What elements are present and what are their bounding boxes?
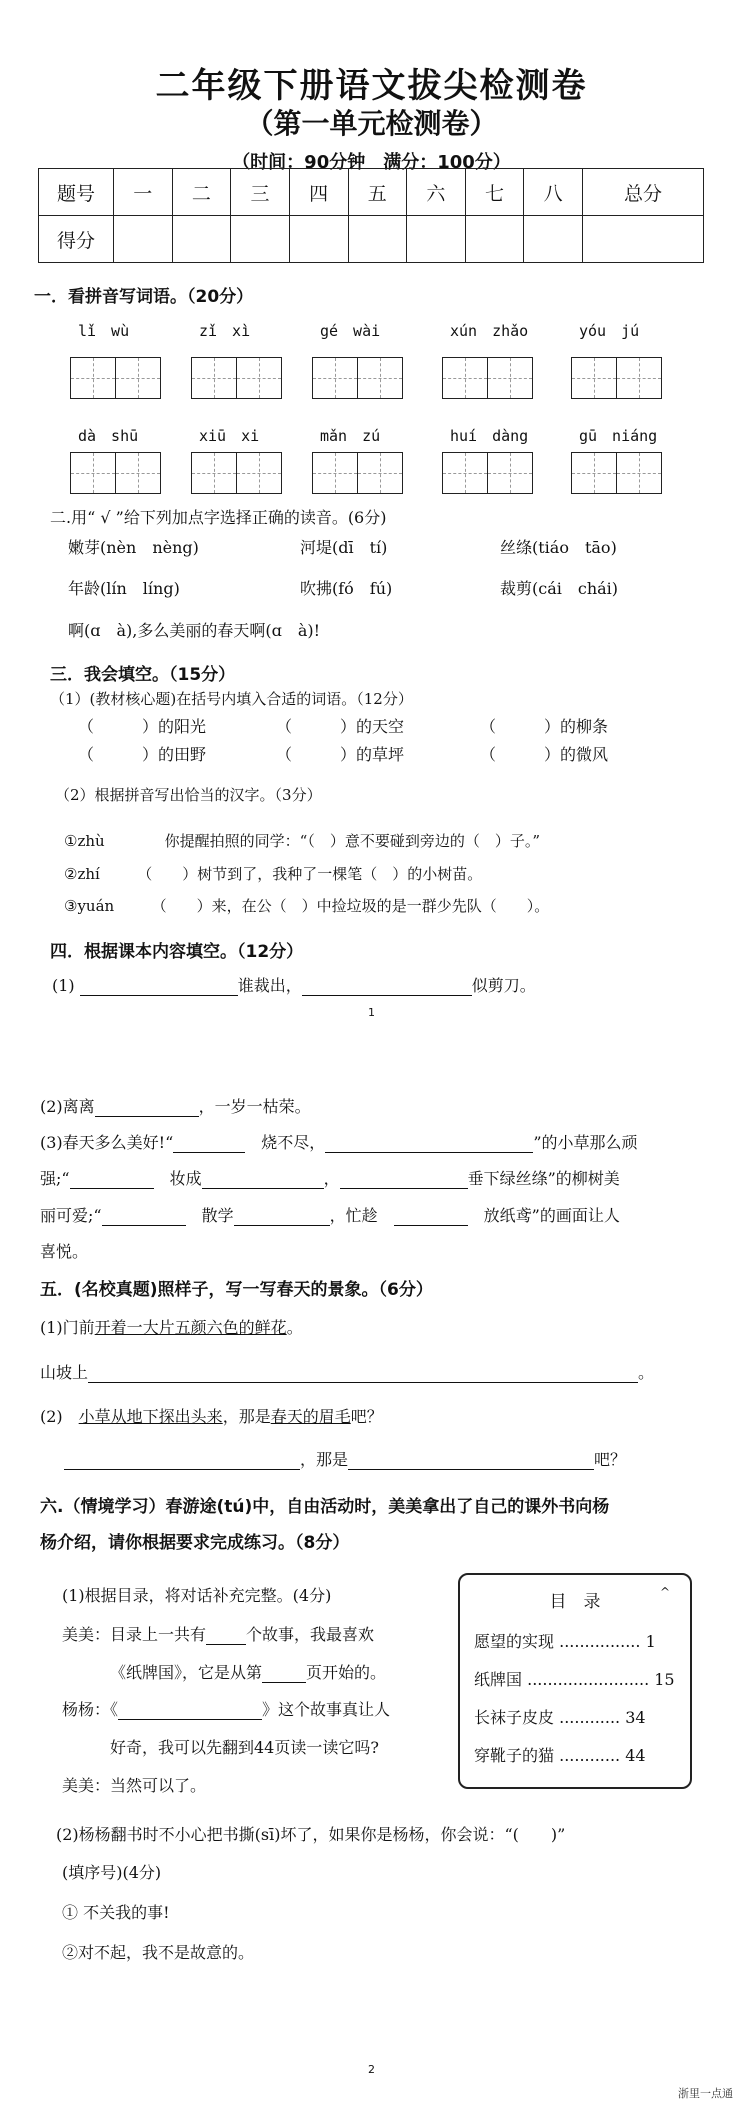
toc-item-page: 1: [645, 1632, 656, 1651]
q3-line-3: ③yuán （ ）来，在公（ ）中捡垃圾的是一群少先队（ ）。: [64, 897, 550, 915]
q5-ex1-prefix: (1)门前: [40, 1318, 95, 1337]
q2-item-2-2: 吹拂(fó fú): [300, 579, 393, 598]
toc-item-page: 15: [654, 1670, 675, 1689]
q4-l3-mid: 烧不尽，: [261, 1133, 326, 1152]
pinyin-label: lǐ wù: [78, 322, 130, 340]
score-cell[interactable]: [231, 216, 290, 263]
toc-item: 长袜子皮皮 ............ 34: [474, 1708, 646, 1727]
q4-line-5: [40, 1203, 620, 1226]
writing-cell[interactable]: [192, 453, 237, 493]
writing-cell[interactable]: [71, 453, 116, 493]
page-number-1: 1: [368, 1006, 375, 1019]
q3-line-1: ①zhù 你提醒拍照的同学：“（ ）意不要碰到旁边的（ ）子。”: [64, 832, 541, 850]
writing-cell[interactable]: [313, 453, 358, 493]
pinyin-label: gū niáng: [579, 427, 658, 445]
q4-line-3: [40, 1130, 638, 1153]
answer-blank[interactable]: [325, 1134, 533, 1153]
q5-ans2-mid: ，那是: [300, 1450, 349, 1469]
score-header-cell: 五: [348, 169, 407, 216]
q3-blank-2-2: （ ）的草坪: [276, 745, 405, 764]
q4-l1-prefix: (1): [52, 976, 75, 995]
q5-ans1-prefix: 山坡上: [40, 1363, 89, 1382]
score-header-cell: 四: [289, 169, 348, 216]
q6-m1-end: 个故事，我最喜欢: [246, 1625, 375, 1644]
q4-l4-mid1: 妆成: [169, 1169, 202, 1188]
writing-grid[interactable]: [571, 452, 662, 494]
q5-ans2-end: 吧？: [594, 1450, 627, 1469]
writing-cell[interactable]: [192, 358, 237, 398]
score-table: [38, 168, 704, 263]
q3-part1: （1）(教材核心题)在括号内填入合适的词语。（12分）: [50, 690, 413, 708]
q6-option-1: ① 不关我的事!: [62, 1903, 170, 1922]
writing-grid[interactable]: [312, 357, 403, 399]
table-of-contents: [458, 1573, 692, 1789]
score-cell[interactable]: [583, 216, 704, 263]
q4-l5-prefix: 丽可爱;“: [40, 1206, 102, 1225]
q3-line-2: ②zhí （ ）树节到了，我种了一棵笔（ ）的小树苗。: [64, 865, 483, 883]
q6-title-line-1: 六.（情境学习）春游途(tú)中，自由活动时，美美拿出了自己的课外书向杨: [40, 1497, 610, 1517]
q6-m1-prefix: 美美：目录上一共有: [62, 1625, 207, 1644]
q4-line-2: [40, 1094, 311, 1117]
q6-part2-note: (填序号)(4分): [62, 1863, 162, 1882]
toc-item-page: 34: [625, 1708, 646, 1727]
q5-ex1-underlined: 开着一大片五颜六色的鲜花: [94, 1318, 287, 1337]
watermark: 浙里一点通: [678, 2087, 733, 2100]
q4-l4-end: 垂下绿丝绦”的柳树美: [467, 1169, 620, 1188]
writing-cell[interactable]: [617, 453, 661, 493]
writing-cell[interactable]: [617, 358, 661, 398]
score-cell[interactable]: [289, 216, 348, 263]
q5-title: 五．(名校真题)照样子，写一写春天的景象。（6分）: [40, 1280, 433, 1300]
q2-line-3: 啊(ɑ à),多么美丽的春天啊(ɑ à)!: [68, 621, 321, 640]
q2-item-2-1: 年龄(lín líng): [68, 579, 180, 598]
q5-answer-2: [64, 1447, 626, 1470]
score-header-row: [39, 169, 704, 216]
q3-blank-1-2: （ ）的天空: [276, 717, 405, 736]
q3-blank-2-3: （ ）的微风: [480, 745, 609, 764]
q5-ex1-end: 。: [286, 1318, 303, 1337]
toc-item: 愿望的实现 ................ 1: [474, 1632, 656, 1651]
q2-item-1-3: 丝绦(tiáo tāo): [500, 538, 617, 557]
score-cell[interactable]: [407, 216, 466, 263]
q6-yangyang-line-2: 好奇，我可以先翻到44页读一读它吗?: [110, 1738, 379, 1757]
pinyin-label: huí dàng: [450, 427, 529, 445]
q5-ex2-prefix: (2): [40, 1407, 79, 1426]
score-header-cell: 一: [114, 169, 173, 216]
answer-blank[interactable]: [348, 1451, 594, 1470]
score-cell[interactable]: [348, 216, 407, 263]
toc-item-name: 愿望的实现: [474, 1632, 555, 1651]
answer-blank[interactable]: [202, 1170, 324, 1189]
writing-cell[interactable]: [237, 453, 281, 493]
page-subtitle: （第一单元检测卷）: [245, 107, 498, 140]
q5-ex2-mid: ，那是: [222, 1407, 271, 1426]
writing-cell[interactable]: [116, 453, 160, 493]
page-number-2: 2: [368, 2063, 375, 2076]
answer-blank[interactable]: [302, 977, 472, 996]
writing-grid[interactable]: [442, 357, 533, 399]
answer-blank[interactable]: [262, 1664, 306, 1683]
score-header-cell: 三: [231, 169, 290, 216]
pinyin-label: xiū xi: [199, 427, 260, 445]
q5-example-1: [40, 1315, 303, 1338]
page-title: 二年级下册语文拔尖检测卷: [155, 66, 588, 106]
q6-y1-end: 》这个故事真让人: [262, 1700, 391, 1719]
q3-blank-1-3: （ ）的柳条: [480, 717, 609, 736]
q6-part1: (1)根据目录，将对话补充完整。(4分): [62, 1586, 332, 1605]
answer-blank[interactable]: [234, 1207, 330, 1226]
q5-answer-1: [40, 1360, 654, 1383]
q4-line-6: 喜悦。: [40, 1242, 89, 1261]
answer-blank[interactable]: [173, 1134, 245, 1153]
writing-grid[interactable]: [312, 452, 403, 494]
q4-l2-prefix: (2)离离: [40, 1097, 95, 1116]
pinyin-label: xún zhǎo: [450, 322, 529, 340]
writing-cell[interactable]: [572, 358, 617, 398]
toc-item-name: 长袜子皮皮: [474, 1708, 555, 1727]
answer-blank[interactable]: [118, 1701, 262, 1720]
score-header-cell: 八: [524, 169, 583, 216]
pinyin-label: dà shū: [78, 427, 139, 445]
q4-l4-prefix: 强;“: [40, 1169, 70, 1188]
writing-cell[interactable]: [358, 453, 402, 493]
writing-cell[interactable]: [443, 358, 488, 398]
score-header-cell: 七: [465, 169, 524, 216]
q2-item-1-1: 嫩芽(nèn nèng): [68, 538, 199, 557]
q4-l5-mid1: 散学: [201, 1206, 234, 1225]
q5-ex2-end: 吧？: [350, 1407, 383, 1426]
q3-blank-2-1: （ ）的田野: [78, 745, 207, 764]
q6-meimei-line-3: 美美：当然可以了。: [62, 1776, 207, 1795]
score-value-row: [39, 216, 704, 263]
score-header-cell: 总分: [583, 169, 704, 216]
toc-item-name: 纸牌国: [474, 1670, 523, 1689]
toc-item-name: 穿靴子的猫: [474, 1746, 555, 1765]
q4-title: 四．根据课本内容填空。（12分）: [50, 942, 304, 962]
answer-blank[interactable]: [340, 1170, 468, 1189]
writing-cell[interactable]: [358, 358, 402, 398]
toc-item-page: 44: [625, 1746, 646, 1765]
q6-m2-end: 页开始的。: [306, 1663, 387, 1682]
writing-cell[interactable]: [443, 453, 488, 493]
answer-blank[interactable]: [95, 1098, 199, 1117]
exam-meta: （时间：90分钟 满分：100分）: [232, 152, 511, 173]
q6-y1-prefix: 杨杨：《: [62, 1700, 119, 1719]
q6-meimei-line-2: [110, 1660, 386, 1683]
answer-blank[interactable]: [206, 1626, 246, 1645]
writing-grid[interactable]: [571, 357, 662, 399]
score-row-label: 得分: [39, 216, 114, 263]
score-cell[interactable]: [172, 216, 231, 263]
q5-ex2-underlined-2: 春天的眉毛: [270, 1407, 351, 1426]
q4-l5-mid2: ，忙趁: [329, 1206, 378, 1225]
q6-title-line-2: 杨介绍，请你根据要求完成练习。（8分）: [40, 1533, 350, 1553]
q2-title: 二.用“ √ ”给下列加点字选择正确的读音。(6分): [50, 508, 387, 527]
answer-blank[interactable]: [64, 1451, 300, 1470]
score-header-cell: 题号: [39, 169, 114, 216]
q4-line-1: [52, 973, 536, 996]
q4-l2-end: ，一岁一枯荣。: [198, 1097, 311, 1116]
q6-meimei-line-1: [62, 1622, 374, 1645]
pinyin-label: zǐ xì: [199, 322, 251, 340]
q6-part2: (2)杨杨翻书时不小心把书撕(sī)坏了，如果你是杨杨，你会说：“( )”: [56, 1825, 566, 1844]
q2-item-1-2: 河堤(dī tí): [300, 538, 388, 557]
writing-cell[interactable]: [488, 453, 532, 493]
toc-item: 纸牌国 ........................ 15: [474, 1670, 675, 1689]
q5-ex2-underlined-1: 小草从地下探出头来: [78, 1407, 223, 1426]
writing-cell[interactable]: [237, 358, 281, 398]
toc-title: 目 录: [549, 1592, 601, 1612]
writing-grid[interactable]: [442, 452, 533, 494]
answer-blank[interactable]: [80, 977, 238, 996]
score-cell[interactable]: [465, 216, 524, 263]
toc-item: 穿靴子的猫 ............ 44: [474, 1746, 646, 1765]
writing-cell[interactable]: [71, 358, 116, 398]
answer-blank[interactable]: [394, 1207, 468, 1226]
writing-grid[interactable]: [70, 452, 161, 494]
q4-l3-prefix: (3)春天多么美好!“: [40, 1133, 174, 1152]
q4-l4-comma: ，: [323, 1169, 340, 1188]
q3-part2: （2）根据拼音写出恰当的汉字。（3分）: [55, 786, 322, 804]
writing-grid[interactable]: [191, 357, 282, 399]
writing-cell[interactable]: [313, 358, 358, 398]
q4-l1-end: 似剪刀。: [471, 976, 536, 995]
writing-cell[interactable]: [488, 358, 532, 398]
q4-l1-mid: 谁裁出，: [237, 976, 302, 995]
q4-l5-end: 放纸鸢”的画面让人: [483, 1206, 620, 1225]
score-cell[interactable]: [524, 216, 583, 263]
q4-l3-end: ”的小草那么顽: [533, 1133, 638, 1152]
q5-example-2: [40, 1404, 383, 1427]
writing-cell[interactable]: [116, 358, 160, 398]
writing-grid[interactable]: [70, 357, 161, 399]
q5-ans1-end: 。: [638, 1363, 655, 1382]
q3-title: 三．我会填空。（15分）: [50, 665, 236, 685]
pinyin-label: yóu jú: [579, 322, 640, 340]
q2-item-2-3: 裁剪(cái chái): [500, 579, 619, 598]
answer-blank[interactable]: [88, 1364, 638, 1383]
q1-title: 一．看拼音写词语。（20分）: [34, 287, 254, 307]
q4-line-4: [40, 1166, 620, 1189]
bookmark-icon: ^: [660, 1585, 671, 1599]
score-header-cell: 六: [407, 169, 466, 216]
writing-cell[interactable]: [572, 453, 617, 493]
pinyin-label: mǎn zú: [320, 427, 381, 445]
q6-m2-prefix: 《纸牌国》，它是从第: [110, 1663, 263, 1682]
q3-blank-1-1: （ ）的阳光: [78, 717, 207, 736]
writing-grid[interactable]: [191, 452, 282, 494]
score-header-cell: 二: [172, 169, 231, 216]
score-cell[interactable]: [114, 216, 173, 263]
answer-blank[interactable]: [70, 1170, 154, 1189]
pinyin-label: gé wài: [320, 322, 381, 340]
q6-option-2: ②对不起，我不是故意的。: [62, 1943, 255, 1962]
answer-blank[interactable]: [102, 1207, 186, 1226]
q6-yangyang-line-1: [62, 1697, 390, 1720]
